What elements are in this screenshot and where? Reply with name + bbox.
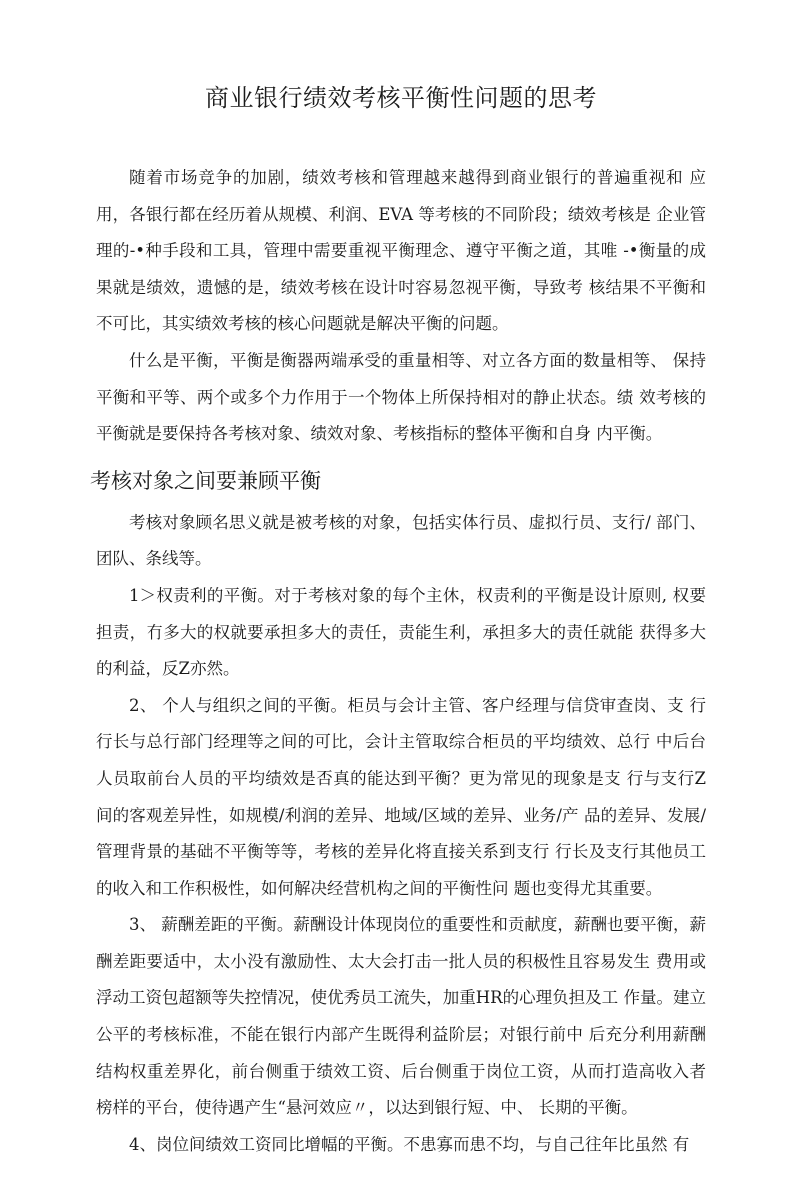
- section-paragraph-5: 4、岗位间绩效工资同比增幅的平衡。不患寡而患不均，与自己往年比虽然 有: [129, 1134, 690, 1154]
- section-paragraph-2: 1＞权责利的平衡。对于考核对象的每个主休，权责利的平衡是设计原则, 权要担责，冇多大的权就要承担多大的责任，责能生利，承担多大的责任就能 获得多大的利益，反Z亦然。: [96, 585, 706, 679]
- section-heading: 考核对象之间要兼顾平衡: [90, 468, 321, 493]
- section-paragraph-4: 3、 薪酬差距的平衡。薪酬设计体现岗位的重要性和贡献度，薪酬也要平衡，薪酬差距要适中，太小没有激励性、太大会打击一批人员的积极性且容易发生 费用或浮动工资包超额等失控情况，使优秀员工流失，加重HR的心理负担及工 作量。建立公平的考核标准，不能在银行内部产生既得利益阶层；对银行前中 后充分利用薪酬结构权重差界化，前台侧重于绩效工资、后台侧重于岗位工资，从而打造高收入者榜样的平台，使待遇产生“悬河效应〃，以达到银行短、中、 长期的平衡。: [96, 915, 706, 1118]
- intro-paragraph-1: 随着市场竞争的加剧，绩效考核和管理越来越得到商业银行的普遍重视和 应用，各银行都在经历着从规模、利润、EVA 等考核的不同阶段；绩效考核是 企业管理的-•种手段和工具，管理中需要重视平衡理念、遵守平衡之道，其唯 -•衡量的成果就是绩效，遗憾的是，绩效考核在设计吋容易忽视平衡，导致考 核结果不平衡和不可比，其实绩效考核的核心问题就是解决平衡的问题。: [96, 168, 706, 334]
- document-title: 商业银行绩效考核平衡性问题的思考: [205, 84, 597, 112]
- intro-paragraph-2: 什么是平衡，平衡是衡器两端承受的重量相等、对立各方面的数量相等、 保持平衡和平等、两个或多个力作用于一个物体上所保持相对的静止状态。绩 效考核的平衡就是要保持各考核对象、绩效对象、考核指标的整体平衡和自身 内平衡。: [96, 350, 706, 444]
- section-paragraph-3: 2、 个人与组织之间的平衡。柜员与会计主管、客户经理与信贷审查岗、支 行行长与总行部门经理等之间的可比，会计主管取综合柜员的平均绩效、总行 中后台人员取前台人员的平均绩效是否真的能达到平衡？更为常见的现象是支 行与支行Z间的客观差异性，如规模/利润的差异、地域/区域的差异、业务/产 品的差异、发展/管理背景的基础不平衡等等，考核的差异化将直接关系到支行 行长及支行其他员工的收入和工作积极性，如何解决经营机构之间的平衡性问 题也变得尤其重要。: [96, 695, 706, 898]
- section-paragraph-1: 考核对象顾名思义就是被考核的对象，包括实体行员、虚拟行员、支行/ 部门、团队、条线等。: [96, 512, 706, 569]
